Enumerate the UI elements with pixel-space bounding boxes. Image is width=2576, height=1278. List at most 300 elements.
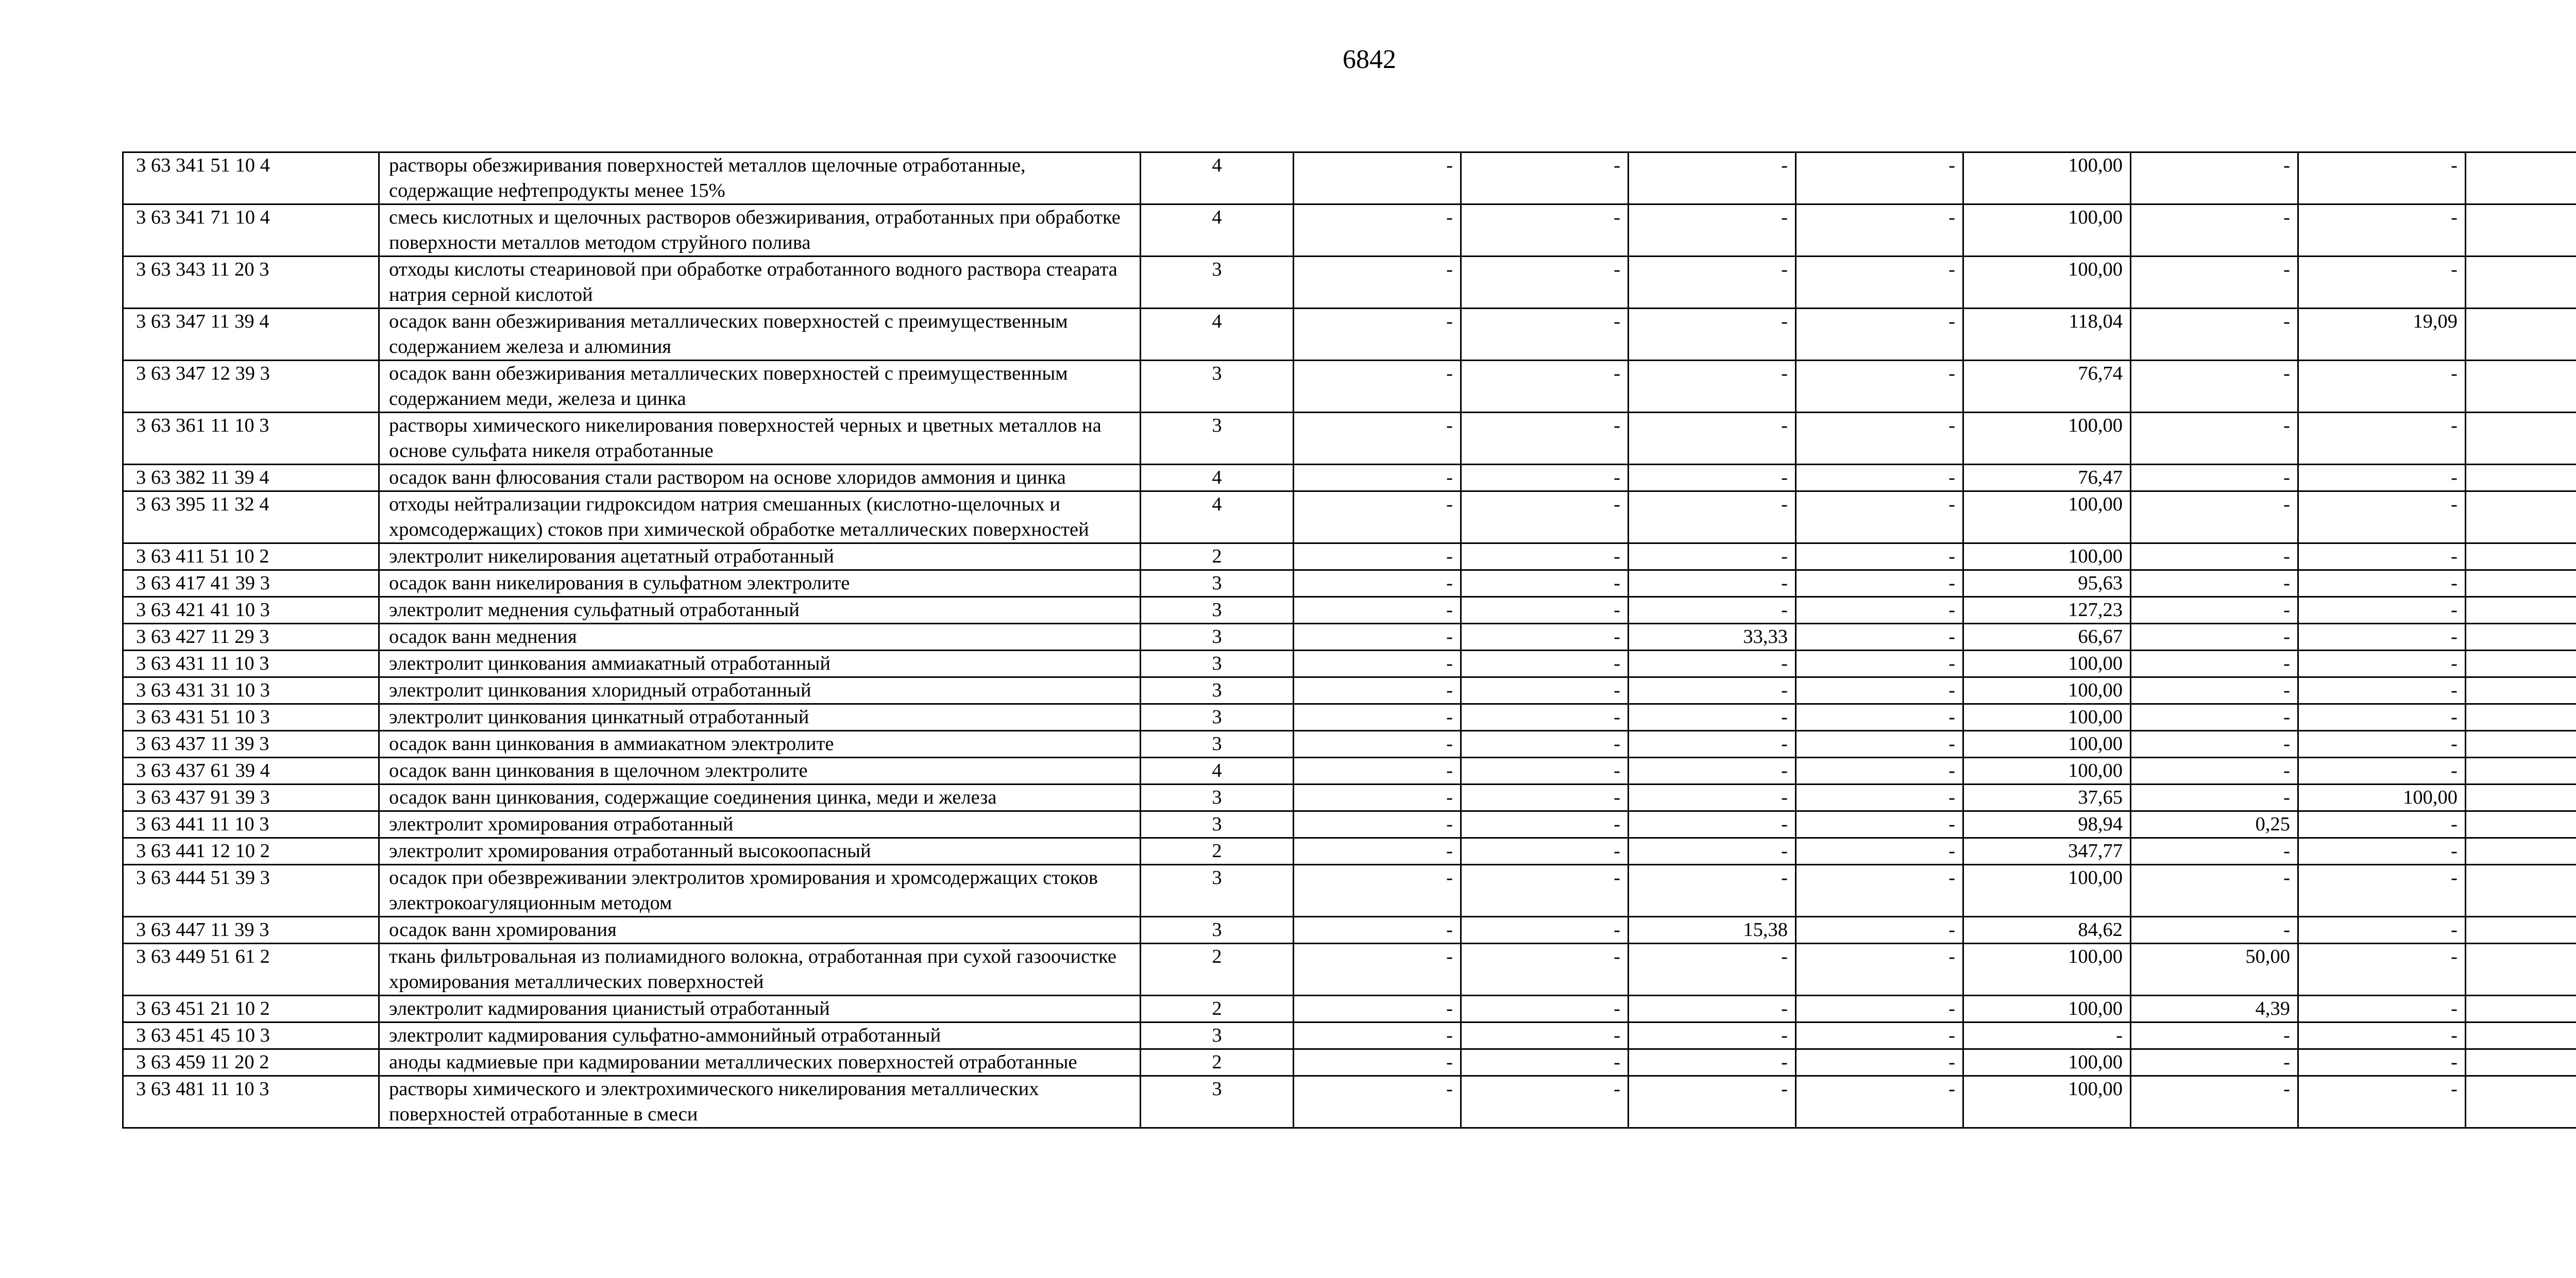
value-cell: - <box>1461 413 1629 465</box>
table-row <box>123 1049 2576 1076</box>
value-cell: - <box>1796 1049 1963 1076</box>
waste-name-cell: растворы обезжиривания поверхностей металлов щелочные отработанные, содержащие нефтепродукты менее 15% <box>379 152 1141 205</box>
value-cell: - <box>1294 1076 1461 1128</box>
value-cell: - <box>1796 917 1963 944</box>
hazard-class-cell: 3 <box>1141 257 1294 309</box>
value-cell: - <box>1629 543 1796 570</box>
hazard-class-cell: 4 <box>1141 758 1294 785</box>
value-cell: - <box>1796 944 1963 996</box>
value-cell: - <box>1796 996 1963 1023</box>
value-cell: - <box>2298 758 2466 785</box>
value-cell: - <box>2298 413 2466 465</box>
value-cell: - <box>1629 491 1796 543</box>
value-cell: - <box>2298 865 2466 917</box>
value-cell: - <box>2131 465 2298 491</box>
value-cell: - <box>1629 758 1796 785</box>
waste-name-cell: электролит никелирования ацетатный отработанный <box>379 543 1141 570</box>
table-row <box>123 1023 2576 1049</box>
waste-name-cell: электролит цинкования цинкатный отработанный <box>379 704 1141 731</box>
value-cell <box>2466 361 2576 413</box>
value-cell: - <box>1294 865 1461 917</box>
value-cell: - <box>2298 152 2466 205</box>
value-cell: 118,04 <box>1963 309 2131 361</box>
waste-name-cell: растворы химического никелирования поверхностей черных и цветных металлов на основе сульфата никеля отработанные <box>379 413 1141 465</box>
value-cell: - <box>2131 1023 2298 1049</box>
value-cell <box>2466 624 2576 651</box>
value-cell: - <box>1294 677 1461 704</box>
value-cell: - <box>2298 205 2466 257</box>
value-cell: - <box>2131 758 2298 785</box>
waste-name-cell: электролит хромирования отработанный высокоопасный <box>379 838 1141 865</box>
table-row <box>123 996 2576 1023</box>
waste-code-cell: 3 63 444 51 39 3 <box>123 865 379 917</box>
value-cell: - <box>1629 205 1796 257</box>
value-cell: - <box>1796 758 1963 785</box>
value-cell: - <box>1461 785 1629 811</box>
waste-name-cell: электролит цинкования хлоридный отработанный <box>379 677 1141 704</box>
hazard-class-cell: 3 <box>1141 704 1294 731</box>
value-cell: - <box>1461 152 1629 205</box>
hazard-class-cell: 3 <box>1141 1076 1294 1128</box>
value-cell: - <box>1796 257 1963 309</box>
value-cell: - <box>1294 413 1461 465</box>
value-cell: - <box>1294 996 1461 1023</box>
value-cell: - <box>1796 152 1963 205</box>
value-cell: 100,00 <box>1963 1049 2131 1076</box>
value-cell: - <box>1461 1076 1629 1128</box>
value-cell: - <box>1796 811 1963 838</box>
waste-code-cell: 3 63 437 91 39 3 <box>123 785 379 811</box>
value-cell: - <box>1461 491 1629 543</box>
hazard-class-cell: 2 <box>1141 838 1294 865</box>
value-cell: - <box>1461 917 1629 944</box>
value-cell: - <box>2298 465 2466 491</box>
waste-code-cell: 3 63 343 11 20 3 <box>123 257 379 309</box>
value-cell <box>2466 677 2576 704</box>
waste-name-cell: смесь кислотных и щелочных растворов обезжиривания, отработанных при обработке поверхности металлов методом струйного полива <box>379 205 1141 257</box>
value-cell: - <box>1629 309 1796 361</box>
value-cell: 100,00 <box>1963 205 2131 257</box>
value-cell: - <box>2131 570 2298 597</box>
value-cell: - <box>1796 838 1963 865</box>
value-cell <box>2466 865 2576 917</box>
hazard-class-cell: 4 <box>1141 491 1294 543</box>
waste-name-cell: электролит кадмирования цианистый отработанный <box>379 996 1141 1023</box>
value-cell <box>2466 944 2576 996</box>
value-cell: 100,00 <box>1963 996 2131 1023</box>
value-cell: - <box>1796 651 1963 677</box>
value-cell: - <box>2131 677 2298 704</box>
waste-code-cell: 3 63 447 11 39 3 <box>123 917 379 944</box>
value-cell: - <box>2131 543 2298 570</box>
value-cell: - <box>1796 543 1963 570</box>
hazard-class-cell: 3 <box>1141 865 1294 917</box>
value-cell: - <box>2131 597 2298 624</box>
waste-code-cell: 3 63 449 51 61 2 <box>123 944 379 996</box>
value-cell: - <box>2131 624 2298 651</box>
value-cell: 100,00 <box>1963 677 2131 704</box>
value-cell: - <box>2131 865 2298 917</box>
value-cell: - <box>1461 361 1629 413</box>
value-cell: - <box>1294 785 1461 811</box>
value-cell: - <box>2298 704 2466 731</box>
hazard-class-cell: 3 <box>1141 811 1294 838</box>
value-cell: - <box>1629 731 1796 758</box>
value-cell: - <box>1294 1049 1461 1076</box>
value-cell: - <box>1629 597 1796 624</box>
value-cell: - <box>1796 597 1963 624</box>
value-cell <box>2466 257 2576 309</box>
value-cell: - <box>1963 1023 2131 1049</box>
value-cell: - <box>1629 651 1796 677</box>
waste-name-cell: растворы химического и электрохимического никелирования металлических поверхностей отработанные в смеси <box>379 1076 1141 1128</box>
value-cell: - <box>1294 758 1461 785</box>
value-cell: - <box>1629 257 1796 309</box>
value-cell: - <box>2298 731 2466 758</box>
hazard-class-cell: 4 <box>1141 152 1294 205</box>
value-cell: - <box>2131 361 2298 413</box>
value-cell <box>2466 205 2576 257</box>
hazard-class-cell: 3 <box>1141 1023 1294 1049</box>
value-cell: - <box>2131 785 2298 811</box>
value-cell: - <box>1629 677 1796 704</box>
value-cell: - <box>1629 1023 1796 1049</box>
value-cell: - <box>1294 704 1461 731</box>
waste-code-cell: 3 63 451 21 10 2 <box>123 996 379 1023</box>
value-cell: - <box>2298 811 2466 838</box>
value-cell: - <box>1461 996 1629 1023</box>
value-cell: - <box>2298 257 2466 309</box>
value-cell: - <box>2298 838 2466 865</box>
value-cell: 347,77 <box>1963 838 2131 865</box>
table-row <box>123 570 2576 597</box>
value-cell: 19,09 <box>2298 309 2466 361</box>
table-row <box>123 309 2576 361</box>
waste-code-cell: 3 63 382 11 39 4 <box>123 465 379 491</box>
value-cell: - <box>2298 491 2466 543</box>
waste-name-cell: электролит хромирования отработанный <box>379 811 1141 838</box>
value-cell: - <box>1796 205 1963 257</box>
waste-code-cell: 3 63 459 11 20 2 <box>123 1049 379 1076</box>
waste-name-cell: осадок при обезвреживании электролитов хромирования и хромсодержащих стоков электрокоагуляционным методом <box>379 865 1141 917</box>
value-cell: - <box>1461 944 1629 996</box>
value-cell: 98,94 <box>1963 811 2131 838</box>
value-cell: - <box>1796 1076 1963 1128</box>
table-row <box>123 413 2576 465</box>
value-cell: - <box>1461 1023 1629 1049</box>
waste-code-cell: 3 63 431 31 10 3 <box>123 677 379 704</box>
value-cell: - <box>1294 152 1461 205</box>
waste-code-cell: 3 63 451 45 10 3 <box>123 1023 379 1049</box>
table-row <box>123 785 2576 811</box>
value-cell <box>2466 758 2576 785</box>
page-number: 6842 <box>1343 45 1396 74</box>
value-cell: - <box>1461 758 1629 785</box>
value-cell <box>2466 811 2576 838</box>
value-cell: - <box>2298 597 2466 624</box>
waste-name-cell: осадок ванн цинкования, содержащие соединения цинка, меди и железа <box>379 785 1141 811</box>
value-cell: 100,00 <box>2298 785 2466 811</box>
waste-data-table <box>122 151 2576 1129</box>
value-cell: 100,00 <box>1963 413 2131 465</box>
value-cell: - <box>1461 309 1629 361</box>
value-cell: - <box>2298 1049 2466 1076</box>
value-cell: - <box>1461 704 1629 731</box>
value-cell <box>2466 597 2576 624</box>
value-cell: 100,00 <box>1963 651 2131 677</box>
value-cell: - <box>1796 491 1963 543</box>
value-cell: 33,33 <box>1629 624 1796 651</box>
value-cell: 100,00 <box>1963 731 2131 758</box>
value-cell: 0,25 <box>2131 811 2298 838</box>
value-cell: - <box>1796 361 1963 413</box>
value-cell: - <box>2131 1049 2298 1076</box>
value-cell: 4,39 <box>2131 996 2298 1023</box>
hazard-class-cell: 4 <box>1141 309 1294 361</box>
value-cell <box>2466 543 2576 570</box>
value-cell: - <box>1461 1049 1629 1076</box>
waste-code-cell: 3 63 427 11 29 3 <box>123 624 379 651</box>
table-row <box>123 361 2576 413</box>
value-cell: - <box>2131 491 2298 543</box>
hazard-class-cell: 2 <box>1141 944 1294 996</box>
value-cell: - <box>1294 917 1461 944</box>
waste-code-cell: 3 63 441 11 10 3 <box>123 811 379 838</box>
table-row <box>123 491 2576 543</box>
value-cell: - <box>1796 785 1963 811</box>
value-cell: 100,00 <box>1963 865 2131 917</box>
value-cell: - <box>1629 1076 1796 1128</box>
value-cell: - <box>1294 257 1461 309</box>
value-cell: 95,63 <box>1963 570 2131 597</box>
value-cell: - <box>2131 205 2298 257</box>
value-cell: - <box>1294 491 1461 543</box>
hazard-class-cell: 3 <box>1141 570 1294 597</box>
value-cell: - <box>1796 731 1963 758</box>
waste-name-cell: электролит кадмирования сульфатно-аммонийный отработанный <box>379 1023 1141 1049</box>
value-cell: - <box>1294 651 1461 677</box>
value-cell: 100,00 <box>1963 543 2131 570</box>
hazard-class-cell: 3 <box>1141 597 1294 624</box>
table-row <box>123 811 2576 838</box>
waste-name-cell: осадок ванн цинкования в аммиакатном электролите <box>379 731 1141 758</box>
value-cell: - <box>1461 731 1629 758</box>
value-cell: - <box>1629 413 1796 465</box>
value-cell: - <box>2131 838 2298 865</box>
table-row <box>123 1076 2576 1128</box>
value-cell: - <box>1461 570 1629 597</box>
waste-code-cell: 3 63 421 41 10 3 <box>123 597 379 624</box>
value-cell: - <box>1294 838 1461 865</box>
value-cell <box>2466 1049 2576 1076</box>
hazard-class-cell: 3 <box>1141 677 1294 704</box>
hazard-class-cell: 3 <box>1141 651 1294 677</box>
value-cell <box>2466 731 2576 758</box>
value-cell <box>2466 1023 2576 1049</box>
value-cell: - <box>1294 731 1461 758</box>
value-cell: - <box>1796 1023 1963 1049</box>
value-cell: - <box>2131 651 2298 677</box>
value-cell: 66,67 <box>1963 624 2131 651</box>
value-cell: - <box>2298 944 2466 996</box>
value-cell: - <box>1629 865 1796 917</box>
table-row <box>123 917 2576 944</box>
value-cell: 127,23 <box>1963 597 2131 624</box>
value-cell: - <box>1796 465 1963 491</box>
value-cell: 100,00 <box>1963 704 2131 731</box>
table-row <box>123 543 2576 570</box>
value-cell <box>2466 465 2576 491</box>
value-cell: - <box>2131 309 2298 361</box>
value-cell: - <box>1294 597 1461 624</box>
value-cell: - <box>1461 597 1629 624</box>
value-cell: - <box>1796 309 1963 361</box>
value-cell: 76,74 <box>1963 361 2131 413</box>
value-cell: - <box>1294 1023 1461 1049</box>
value-cell: - <box>1629 361 1796 413</box>
waste-name-cell: осадок ванн обезжиривания металлических поверхностей с преимущественным содержанием меди, железа и цинка <box>379 361 1141 413</box>
value-cell: - <box>2131 413 2298 465</box>
value-cell: 100,00 <box>1963 1076 2131 1128</box>
value-cell: - <box>1294 543 1461 570</box>
value-cell: - <box>1796 570 1963 597</box>
hazard-class-cell: 3 <box>1141 917 1294 944</box>
value-cell: - <box>2131 731 2298 758</box>
waste-name-cell: осадок ванн обезжиривания металлических поверхностей с преимущественным содержанием железа и алюминия <box>379 309 1141 361</box>
value-cell: - <box>1629 704 1796 731</box>
value-cell: 100,00 <box>1963 152 2131 205</box>
value-cell <box>2466 996 2576 1023</box>
waste-code-cell: 3 63 395 11 32 4 <box>123 491 379 543</box>
table-row <box>123 152 2576 205</box>
value-cell: - <box>1629 152 1796 205</box>
value-cell: - <box>1461 865 1629 917</box>
waste-name-cell: ткань фильтровальная из полиамидного волокна, отработанная при сухой газоочистке хромирования металлических поверхностей <box>379 944 1141 996</box>
value-cell <box>2466 152 2576 205</box>
table-row <box>123 597 2576 624</box>
value-cell: - <box>2298 677 2466 704</box>
waste-code-cell: 3 63 431 51 10 3 <box>123 704 379 731</box>
table-row <box>123 205 2576 257</box>
waste-name-cell: электролит цинкования аммиакатный отработанный <box>379 651 1141 677</box>
waste-code-cell: 3 63 347 11 39 4 <box>123 309 379 361</box>
value-cell: - <box>2131 917 2298 944</box>
value-cell: - <box>2298 624 2466 651</box>
value-cell: - <box>1796 677 1963 704</box>
value-cell <box>2466 651 2576 677</box>
value-cell: - <box>1796 413 1963 465</box>
value-cell: 84,62 <box>1963 917 2131 944</box>
waste-name-cell: осадок ванн цинкования в щелочном электролите <box>379 758 1141 785</box>
waste-code-cell: 3 63 431 11 10 3 <box>123 651 379 677</box>
table-row <box>123 838 2576 865</box>
value-cell: - <box>1796 865 1963 917</box>
value-cell: - <box>1294 361 1461 413</box>
value-cell <box>2466 309 2576 361</box>
table-row <box>123 624 2576 651</box>
hazard-class-cell: 3 <box>1141 785 1294 811</box>
value-cell: 15,38 <box>1629 917 1796 944</box>
waste-name-cell: электролит меднения сульфатный отработанный <box>379 597 1141 624</box>
waste-name-cell: отходы кислоты стеариновой при обработке отработанного водного раствора стеарата натрия серной кислотой <box>379 257 1141 309</box>
waste-name-cell: осадок ванн флюсования стали раствором на основе хлоридов аммония и цинка <box>379 465 1141 491</box>
waste-code-cell: 3 63 437 61 39 4 <box>123 758 379 785</box>
waste-name-cell: аноды кадмиевые при кадмировании металлических поверхностей отработанные <box>379 1049 1141 1076</box>
value-cell: 100,00 <box>1963 758 2131 785</box>
value-cell: - <box>2298 651 2466 677</box>
waste-code-cell: 3 63 341 71 10 4 <box>123 205 379 257</box>
value-cell: - <box>1629 838 1796 865</box>
table-row <box>123 651 2576 677</box>
hazard-class-cell: 3 <box>1141 361 1294 413</box>
value-cell: - <box>1294 465 1461 491</box>
value-cell: - <box>2298 917 2466 944</box>
value-cell: - <box>2298 1023 2466 1049</box>
hazard-class-cell: 4 <box>1141 465 1294 491</box>
hazard-class-cell: 2 <box>1141 1049 1294 1076</box>
value-cell: - <box>1629 996 1796 1023</box>
value-cell: - <box>1461 543 1629 570</box>
value-cell <box>2466 838 2576 865</box>
value-cell: - <box>1294 309 1461 361</box>
value-cell: - <box>2298 543 2466 570</box>
waste-name-cell: осадок ванн меднения <box>379 624 1141 651</box>
waste-code-cell: 3 63 347 12 39 3 <box>123 361 379 413</box>
value-cell <box>2466 570 2576 597</box>
value-cell: - <box>1461 205 1629 257</box>
value-cell: - <box>2298 996 2466 1023</box>
waste-code-cell: 3 63 437 11 39 3 <box>123 731 379 758</box>
value-cell: - <box>1629 785 1796 811</box>
hazard-class-cell: 2 <box>1141 996 1294 1023</box>
value-cell: - <box>1461 257 1629 309</box>
table-row <box>123 865 2576 917</box>
table-body <box>123 152 2576 1128</box>
value-cell: - <box>1461 838 1629 865</box>
waste-code-cell: 3 63 481 11 10 3 <box>123 1076 379 1128</box>
value-cell: 100,00 <box>1963 491 2131 543</box>
value-cell: - <box>2298 1076 2466 1128</box>
value-cell: - <box>1461 465 1629 491</box>
table-row <box>123 257 2576 309</box>
value-cell: - <box>1294 944 1461 996</box>
value-cell: - <box>1629 465 1796 491</box>
table-row <box>123 704 2576 731</box>
waste-name-cell: осадок ванн никелирования в сульфатном электролите <box>379 570 1141 597</box>
value-cell <box>2466 917 2576 944</box>
hazard-class-cell: 3 <box>1141 624 1294 651</box>
value-cell: - <box>1294 811 1461 838</box>
waste-code-cell: 3 63 341 51 10 4 <box>123 152 379 205</box>
value-cell: - <box>1629 944 1796 996</box>
value-cell: 76,47 <box>1963 465 2131 491</box>
table-row <box>123 944 2576 996</box>
value-cell <box>2466 491 2576 543</box>
waste-name-cell: осадок ванн хромирования <box>379 917 1141 944</box>
value-cell <box>2466 1076 2576 1128</box>
value-cell: 50,00 <box>2131 944 2298 996</box>
waste-code-cell: 3 63 361 11 10 3 <box>123 413 379 465</box>
value-cell <box>2466 704 2576 731</box>
table-row <box>123 465 2576 491</box>
value-cell: 37,65 <box>1963 785 2131 811</box>
hazard-class-cell: 4 <box>1141 205 1294 257</box>
hazard-class-cell: 2 <box>1141 543 1294 570</box>
value-cell: - <box>1629 811 1796 838</box>
waste-code-cell: 3 63 417 41 39 3 <box>123 570 379 597</box>
value-cell: - <box>1461 677 1629 704</box>
table-row <box>123 677 2576 704</box>
